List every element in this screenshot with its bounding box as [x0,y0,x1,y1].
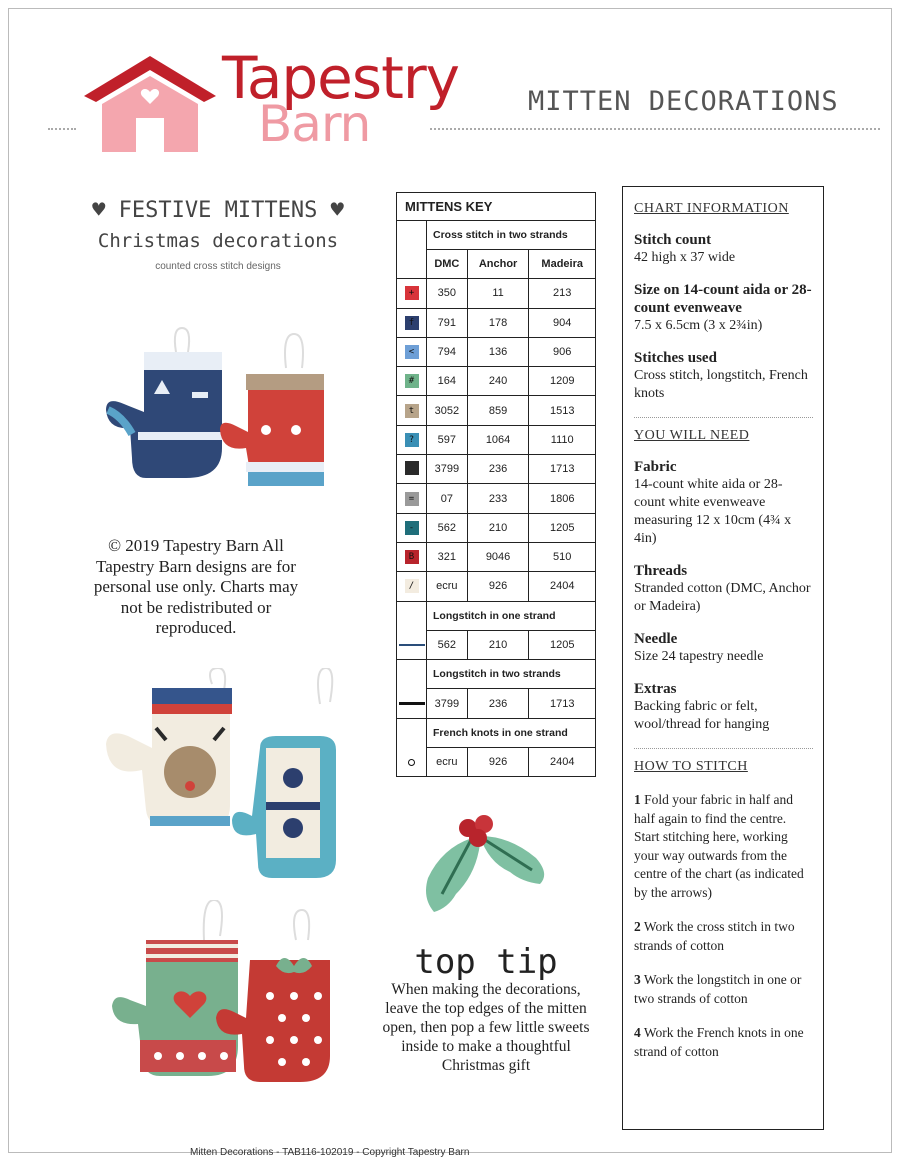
thread-anchor: 926 [467,748,529,777]
chart-information-panel [622,186,824,1130]
thread-dmc: 791 [427,308,468,337]
thread-swatch: ? [405,433,419,447]
thread-madeira: 213 [529,279,596,308]
thread-madeira: 510 [529,542,596,571]
chart-information-heading: CHART INFORMATION [634,201,789,216]
thread-dmc: 350 [427,279,468,308]
stitch-step [634,971,813,1008]
thread-anchor: 210 [467,513,529,542]
thread-anchor: 926 [467,572,529,601]
thread-madeira: 1110 [529,425,596,454]
thread-dmc: 562 [427,630,468,659]
thread-madeira: 1209 [529,367,596,396]
step-text: Work the French knots in one strand of cotton [634,1025,804,1059]
key-row [397,337,596,366]
needle-value: Size 24 tapestry needle [634,649,764,664]
key-row [397,279,596,308]
step-text: Work the longstitch in one or two strands of cotton [634,972,802,1006]
mittens-key-table [396,192,596,777]
step-number: 2 [634,919,641,934]
key-title: MITTENS KEY [397,193,596,221]
thread-anchor: 233 [467,484,529,513]
design-title: ♥ FESTIVE MITTENS ♥ [92,198,344,223]
longstitch-two-row [397,689,596,718]
step-text: Work the cross stitch in two strands of cotton [634,919,795,953]
step-number: 1 [634,792,641,807]
thread-swatch: < [405,345,419,359]
holly-leaf-icon [418,808,558,918]
brand-name-line1: Tapestry [222,44,459,112]
stitch-step [634,1024,813,1061]
header-divider-left [48,128,76,130]
thread-swatch [405,461,419,475]
longstitch-two-label: Longstitch in two strands [427,660,596,689]
step-number: 4 [634,1025,641,1040]
french-knot-swatch [408,759,415,766]
thread-madeira: 1713 [529,455,596,484]
thread-swatch: / [405,579,419,593]
thread-madeira: 1806 [529,484,596,513]
thread-madeira: 1513 [529,396,596,425]
thread-anchor: 11 [467,279,529,308]
needle-label: Needle [634,631,678,647]
thread-madeira: 2404 [529,572,596,601]
thread-dmc: 07 [427,484,468,513]
key-row [397,396,596,425]
key-row [397,484,596,513]
top-tip-title: top tip [414,942,558,982]
thread-dmc: 164 [427,367,468,396]
mittens-photo-green-red [100,900,360,1090]
column-header-dmc: DMC [427,250,468,279]
step-text: Fold your fabric in half and half again to find the centre. Start stitching here, working your way outwards from the centre of the chart (as indicated by the arrows) [634,792,804,900]
key-row [397,513,596,542]
thread-dmc: ecru [427,748,468,777]
stitch-count-value: 42 high x 37 wide [634,250,736,265]
size-label: Size on 14-count aida or 28-count evenweave [634,282,812,316]
stitch-count-label: Stitch count [634,232,712,248]
thread-madeira: 904 [529,308,596,337]
divider [634,417,813,418]
how-to-stitch-heading: HOW TO STITCH [634,759,748,774]
you-will-need-heading: YOU WILL NEED [634,428,750,443]
thread-anchor: 136 [467,337,529,366]
thread-madeira: 1205 [529,513,596,542]
longstitch-one-row [397,630,596,659]
thread-anchor: 210 [467,630,529,659]
thread-madeira: 1205 [529,630,596,659]
thread-madeira: 2404 [529,748,596,777]
stitch-step [634,791,813,902]
thread-swatch: = [405,492,419,506]
brand-name-line2: Barn [258,95,371,153]
thread-swatch: + [405,286,419,300]
thread-madeira: 1713 [529,689,596,718]
thread-anchor: 9046 [467,542,529,571]
design-tagline: counted cross stitch designs [155,261,281,272]
copyright-notice: © 2019 Tapestry Barn All Tapestry Barn designs are for personal use only. Charts may not be redistributed or reproduced. [93,536,299,637]
document-title: MITTEN DECORATIONS [528,86,839,117]
thread-anchor: 178 [467,308,529,337]
stitches-used-label: Stitches used [634,350,717,366]
longstitch-thin-swatch [399,644,425,646]
header-divider-right [430,128,880,130]
step-number: 3 [634,972,641,987]
fabric-value: 14-count white aida or 28-count white evenweave measuring 12 x 10cm (4¾ x 4in) [634,477,792,546]
thread-dmc: 794 [427,337,468,366]
column-header-madeira: Madeira [529,250,596,279]
thread-dmc: ecru [427,572,468,601]
page-footer: Mitten Decorations - TAB116-102019 - Copyright Tapestry Barn [190,1147,470,1158]
key-row [397,367,596,396]
stitch-steps [634,791,813,1061]
key-row [397,425,596,454]
thread-anchor: 236 [467,689,529,718]
stitches-used-value: Cross stitch, longstitch, French knots [634,368,808,401]
thread-dmc: 3799 [427,455,468,484]
thread-dmc: 321 [427,542,468,571]
thread-swatch: B [405,550,419,564]
thread-swatch: - [405,521,419,535]
size-value: 7.5 x 6.5cm (3 x 2¾in) [634,318,763,333]
thread-swatch: f [405,316,419,330]
top-tip-body: When making the decorations, leave the top edges of the mitten open, then pop a few little sweets inside to make a thoughtful Christmas gift [382,981,590,1074]
stitch-step [634,918,813,955]
thread-anchor: 240 [467,367,529,396]
thread-dmc: 3052 [427,396,468,425]
thread-anchor: 236 [467,455,529,484]
french-knots-row [397,748,596,777]
key-rows [397,279,596,601]
thread-swatch: t [405,404,419,418]
threads-value: Stranded cotton (DMC, Anchor or Madeira) [634,581,811,614]
threads-label: Threads [634,563,688,579]
thread-anchor: 859 [467,396,529,425]
mittens-photo-reindeer-snowflake [100,668,340,894]
key-row [397,308,596,337]
thread-swatch: # [405,374,419,388]
cross-stitch-section-label: Cross stitch in two strands [427,221,596,250]
thread-dmc: 3799 [427,689,468,718]
longstitch-one-label: Longstitch in one strand [427,601,596,630]
key-row [397,572,596,601]
mittens-photo-blue-red [98,312,330,492]
thread-dmc: 597 [427,425,468,454]
column-header-anchor: Anchor [467,250,529,279]
thread-anchor: 1064 [467,425,529,454]
key-row [397,455,596,484]
longstitch-thick-swatch [399,702,425,705]
thread-madeira: 906 [529,337,596,366]
fabric-label: Fabric [634,459,677,475]
house-logo-icon [80,48,220,158]
extras-label: Extras [634,681,677,697]
design-subtitle: Christmas decorations [97,230,339,252]
key-row [397,542,596,571]
french-knots-label: French knots in one strand [427,718,596,747]
extras-value: Backing fabric or felt, wool/thread for hanging [634,699,770,732]
thread-dmc: 562 [427,513,468,542]
divider [634,748,813,749]
